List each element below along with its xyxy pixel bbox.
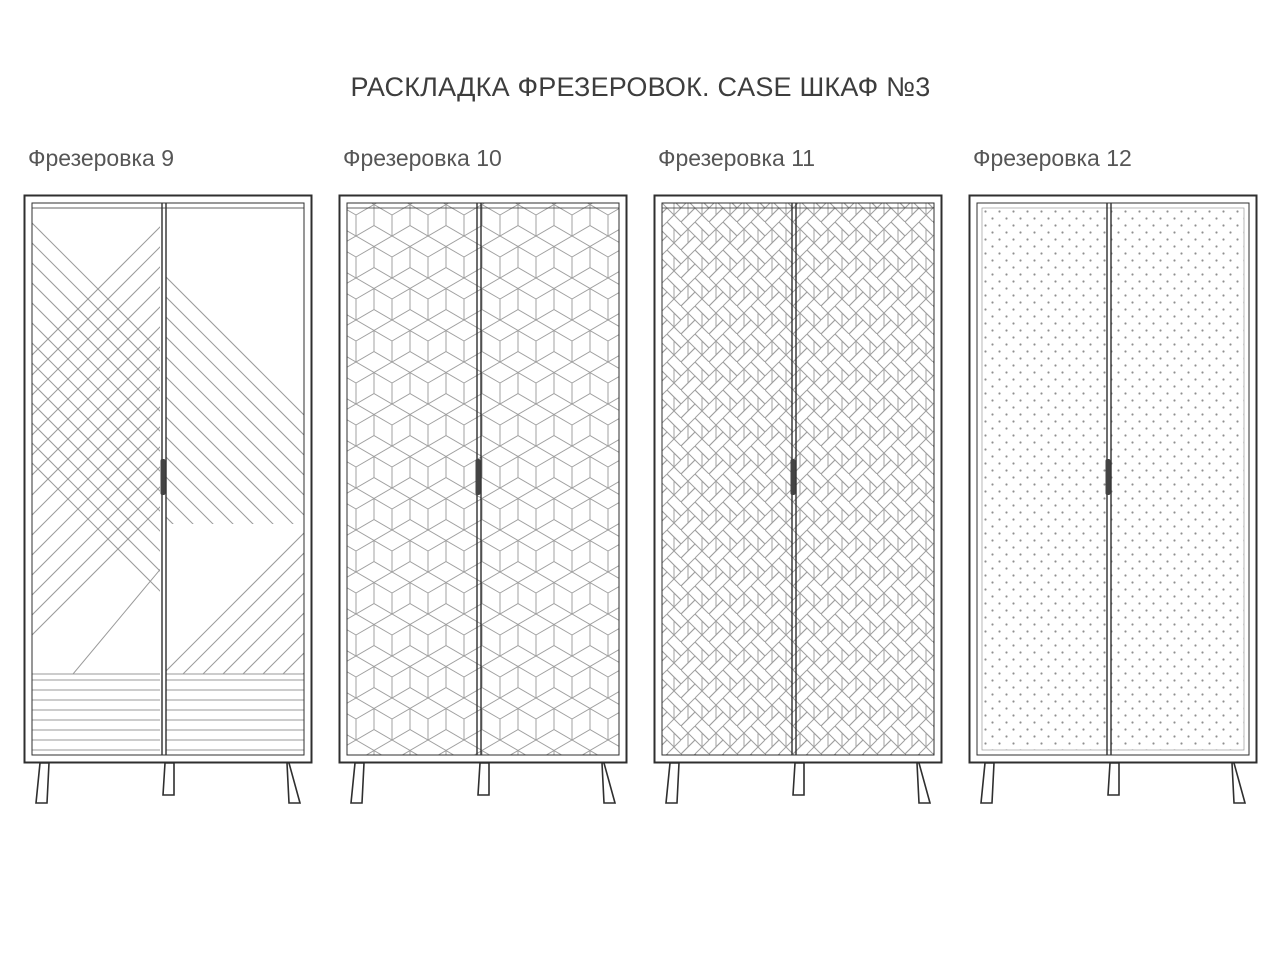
cabinet-svg	[23, 194, 313, 814]
variant-frezerovka-12[interactable]	[945, 145, 1260, 814]
door-handle[interactable]	[476, 459, 481, 495]
variant-frezerovka-9[interactable]	[0, 145, 315, 814]
variant-list	[0, 145, 1281, 814]
cabinet-svg	[338, 194, 628, 814]
variant-frezerovka-11[interactable]	[630, 145, 945, 814]
cabinet-drawing-frezerovka-12	[968, 194, 1258, 814]
cabinet-legs	[351, 763, 615, 803]
variant-label: Фрезеровка 11	[658, 145, 816, 171]
cabinet-drawing-frezerovka-9	[23, 194, 313, 814]
cabinet-legs	[666, 763, 930, 803]
door-handle[interactable]	[791, 459, 796, 495]
door-handle[interactable]	[161, 459, 166, 495]
variant-label: Фрезеровка 12	[973, 145, 1132, 171]
cabinet-svg	[968, 194, 1258, 814]
cabinet-drawing-frezerovka-11	[653, 194, 943, 814]
pattern-dot-grid	[982, 208, 1244, 750]
variant-frezerovka-10[interactable]	[315, 145, 630, 814]
variant-label: Фрезеровка 10	[343, 145, 502, 171]
door-handle[interactable]	[1106, 459, 1111, 495]
cabinet-legs	[36, 763, 300, 803]
cabinet-legs	[981, 763, 1245, 803]
pattern-herringbone-hex	[662, 203, 934, 755]
pattern-isometric-cubes	[347, 203, 619, 755]
cabinet-svg	[653, 194, 943, 814]
page-title: РАСКЛАДКА ФРЕЗЕРОВОК. CASE ШКАФ №3	[350, 72, 931, 102]
variant-label: Фрезеровка 9	[28, 145, 174, 171]
cabinet-drawing-frezerovka-10	[338, 194, 628, 814]
